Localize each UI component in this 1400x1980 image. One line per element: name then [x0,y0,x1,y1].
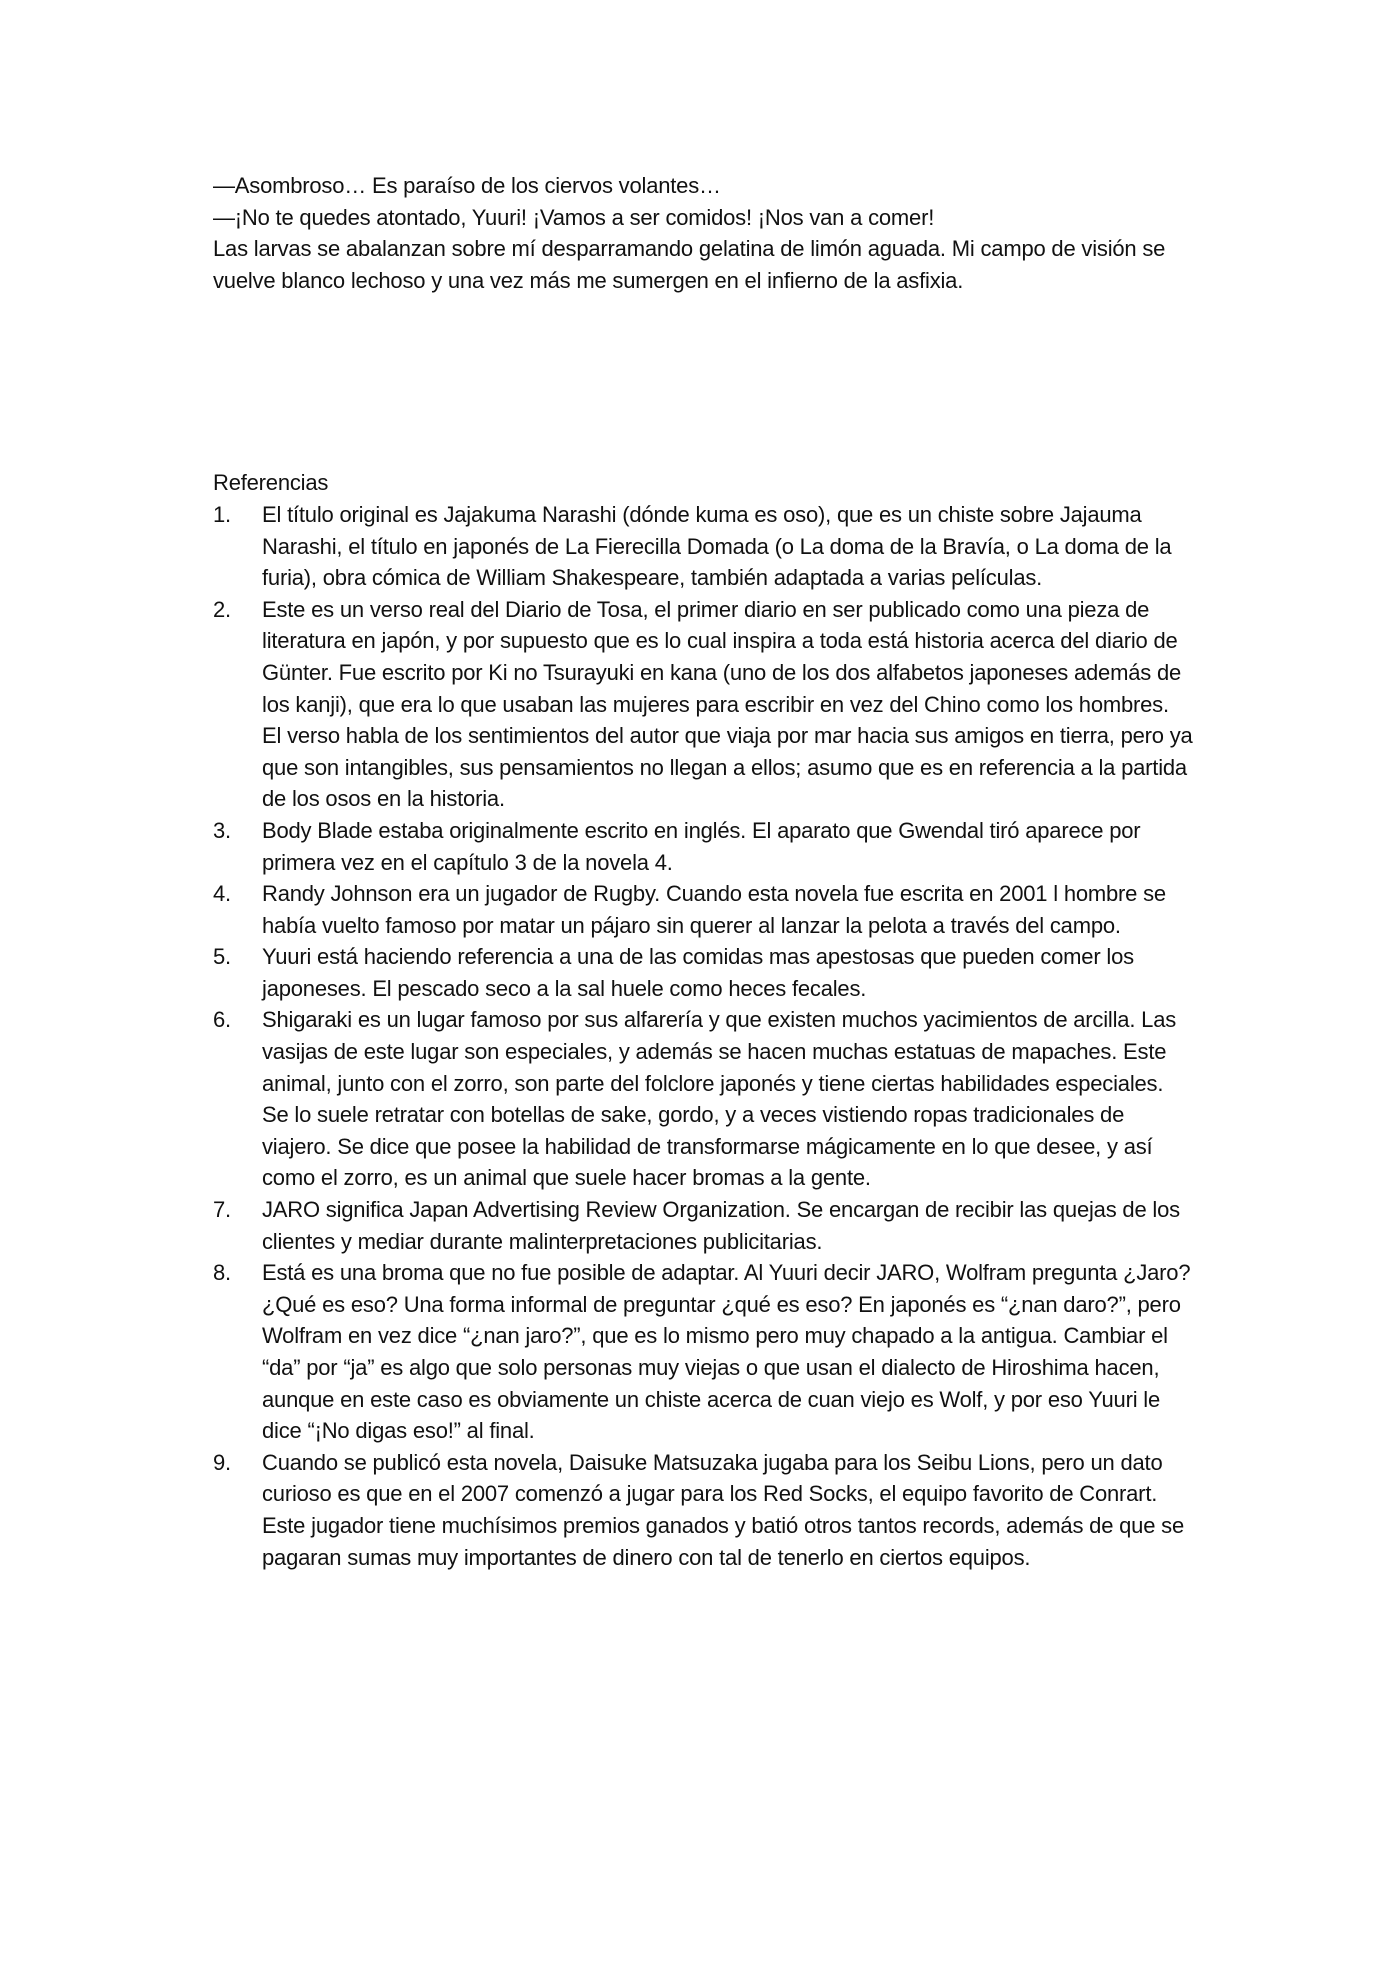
reference-item [213,1194,1193,1257]
reference-text: Está es una broma que no fue posible de adaptar. Al Yuuri decir JARO, Wolfram pregunta ¿Jaro? ¿Qué es eso? Una forma informal de preguntar ¿qué es eso? En japonés es “¿nan daro?”, pero Wolfram en vez dice “¿nan jaro?”, que es lo mismo pero muy chapado a la antigua. Cambiar el “da” por “ja” es algo que solo personas muy viejas o que usan el dialecto de Hiroshima hacen, aunque en este caso es obviamente un chiste acerca de cuan viejo es Wolf, y por eso Yuuri le dice “¡No digas eso!” al final. [262,1260,1191,1444]
reference-text: Cuando se publicó esta novela, Daisuke Matsuzaka jugaba para los Seibu Lions, pero un dato curioso es que en el 2007 comenzó a jugar para los Red Socks, el equipo favorito de Conrart. Este jugador tiene muchísimos premios ganados y batió otros tantos records, además de que se pagaran sumas muy importantes de dinero con tal de tenerlo en ciertos equipos. [262,1449,1185,1570]
reference-text: Body Blade estaba originalmente escrito en inglés. El aparato que Gwendal tiró aparece por primera vez en el capítulo 3 de la novela 4. [262,817,1141,875]
story-excerpt [213,170,1193,296]
references-heading: Referencias [213,470,329,496]
references-section [213,467,1193,1573]
story-paragraph: Las larvas se abalanzan sobre mí desparramando gelatina de limón aguada. Mi campo de visión se vuelve blanco lechoso y una vez más me sumergen en el infierno de la asfixia. [213,236,1166,293]
reference-text: Randy Johnson era un jugador de Rugby. Cuando esta novela fue escrita en 2001 l hombre se había vuelto famoso por matar un pájaro sin querer al lanzar la pelota a través del campo. [262,881,1166,938]
reference-item [213,594,1193,815]
reference-number: 4. [213,881,231,907]
references-list [213,499,1193,1573]
reference-number: 9. [213,1449,231,1475]
reference-text: JARO significa Japan Advertising Review Organization. Se encargan de recibir las quejas de los clientes y mediar durante malinterpretaciones publicitarias. [262,1197,1180,1254]
reference-item [213,941,1193,1004]
reference-item [213,878,1193,941]
reference-item [213,815,1193,878]
reference-item [213,499,1193,594]
reference-item [213,1257,1193,1447]
reference-text: El título original es Jajakuma Narashi (dónde kuma es oso), que es un chiste sobre Jajauma Narashi, el título en japonés de La Fierecilla Domada (o La doma de la Bravía, o La doma de la furia), obra cómica de William Shakespeare, también adaptada a varias películas. [262,501,1172,591]
reference-text: Shigaraki es un lugar famoso por sus alfarería y que existen muchos yacimientos de arcilla. Las vasijas de este lugar son especiales, y además se hacen muchas estatuas de mapaches. Este animal, junto con el zorro, son parte del folclore japonés y tiene ciertas habilidades especiales. Se lo suele retratar con botellas de sake, gordo, y a veces vistiendo ropas tradicionales de viajero. Se dice que posee la habilidad de transformarse mágicamente en lo que desee, y así como el zorro, es un animal que suele hacer bromas a la gente. [262,1007,1177,1191]
reference-number: 1. [213,501,231,527]
reference-number: 7. [213,1197,231,1223]
reference-number: 3. [213,817,231,843]
document-page [213,170,1193,1573]
reference-number: 5. [213,944,231,970]
story-line: —¡No te quedes atontado, Yuuri! ¡Vamos a ser comidos! ¡Nos van a comer! [213,204,935,230]
reference-item [213,1447,1193,1573]
reference-number: 6. [213,1007,231,1033]
reference-number: 2. [213,596,231,622]
reference-text: Yuuri está haciendo referencia a una de las comidas mas apestosas que pueden comer los japoneses. El pescado seco a la sal huele como heces fecales. [262,944,1134,1001]
reference-text: Este es un verso real del Diario de Tosa, el primer diario en ser publicado como una pieza de literatura en japón, y por supuesto que es lo cual inspira a toda está historia acerca del diario de Günter. Fue escrito por Ki no Tsurayuki en kana (uno de los dos alfabetos japoneses además de los kanji), que era lo que usaban las mujeres para escribir en vez del Chino como los hombres. El verso habla de los sentimientos del autor que viaja por mar hacia sus amigos en tierra, pero ya que son intangibles, sus pensamientos no llegan a ellos; asumo que es en referencia a la partida de los osos en la historia. [262,596,1193,812]
reference-number: 8. [213,1260,231,1286]
story-line: —Asombroso… Es paraíso de los ciervos volantes… [213,173,721,198]
reference-item [213,1004,1193,1194]
